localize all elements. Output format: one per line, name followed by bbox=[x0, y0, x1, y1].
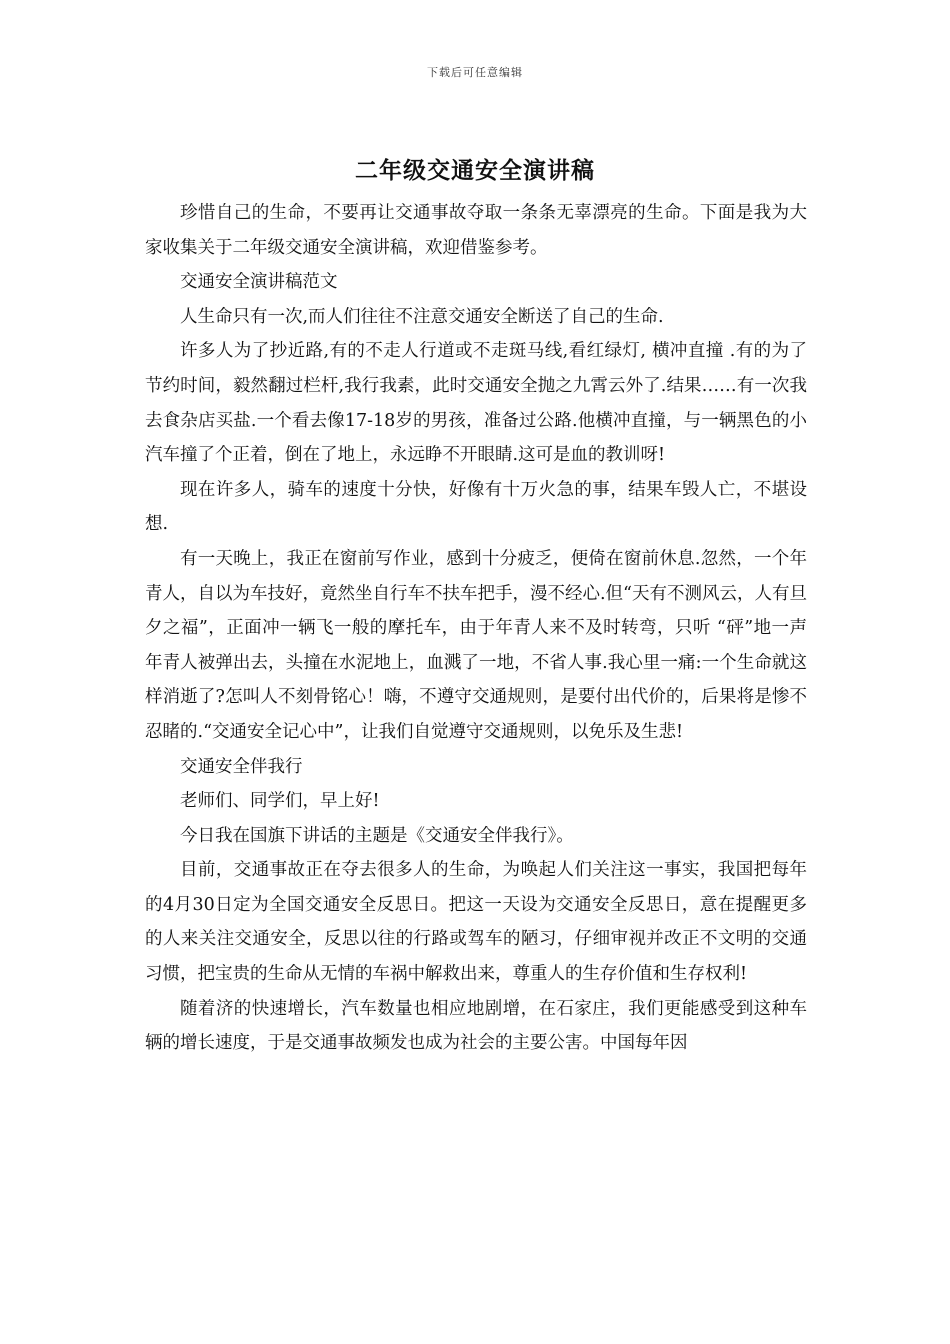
document-body bbox=[145, 196, 807, 1061]
section-heading: 交通安全伴我行 bbox=[180, 756, 303, 777]
paragraph-intro: 珍惜自己的生命，不要再让交通事故夺取一条条无辜漂亮的生命。下面是我为大家收集关于二年级交通安全演讲稿，欢迎借鉴参考。 bbox=[145, 203, 807, 258]
paragraph: 有一天晚上，我正在窗前写作业，感到十分疲乏，便倚在窗前休息.忽然，一个年青人，自以为车技好，竟然坐自行车不扶车把手，漫不经心.但“天有不测风云，人有旦夕之福”，正面冲一辆飞一般的摩托车，由于年青人来不及时转弯，只听 “砰”地一声年青人被弹出去，头撞在水泥地上，血溅了一地，不省人事.我心里一痛:一个生命就这样消逝了?怎叫人不刻骨铭心！嗨，不遵守交通规则，是要付出代价的，后果将是惨不忍睹的.“交通安全记心中”，让我们自觉遵守交通规则，以免乐及生悲! bbox=[145, 548, 808, 742]
paragraph: 目前，交通事故正在夺去很多人的生命，为唤起人们关注这一事实，我国把每年的4月30日定为全国交通安全反思日。把这一天设为交通安全反思日，意在提醒更多的人来关注交通安全，反思以往的行路或驾车的陋习，仔细审视并改正不文明的交通习惯，把宝贵的生命从无情的车祸中解救出来，尊重人的生存价值和生存权利! bbox=[145, 860, 807, 985]
document-title: 二年级交通安全演讲稿 bbox=[355, 157, 595, 184]
page-header-note: 下载后可任意编辑 bbox=[427, 66, 523, 79]
section-heading: 交通安全演讲稿范文 bbox=[180, 272, 338, 293]
paragraph: 人生命只有一次,而人们往往不注意交通安全断送了自己的生命. bbox=[180, 306, 664, 327]
paragraph-greeting: 老师们、同学们，早上好! bbox=[180, 791, 380, 812]
paragraph: 许多人为了抄近路,有的不走人行道或不走斑马线,看红绿灯, 横冲直撞 .有的为了节约时间，毅然翻过栏杆,我行我素，此时交通安全抛之九霄云外了.结果……有一次我去食杂店买盐.一个看去像17-18岁的男孩，准备过公路.他横冲直撞，与一辆黑色的小汽车撞了个正着，倒在了地上，永远睁不开眼睛.这可是血的教训呀! bbox=[145, 341, 807, 466]
paragraph: 今日我在国旗下讲话的主题是《交通安全伴我行》。 bbox=[180, 825, 574, 846]
paragraph: 随着济的快速增长，汽车数量也相应地剧增，在石家庄，我们更能感受到这种车辆的增长速度，于是交通事故频发也成为社会的主要公害。中国每年因 bbox=[145, 998, 807, 1054]
paragraph: 现在许多人，骑车的速度十分快，好像有十万火急的事，结果车毁人亡，不堪设想. bbox=[145, 479, 807, 535]
